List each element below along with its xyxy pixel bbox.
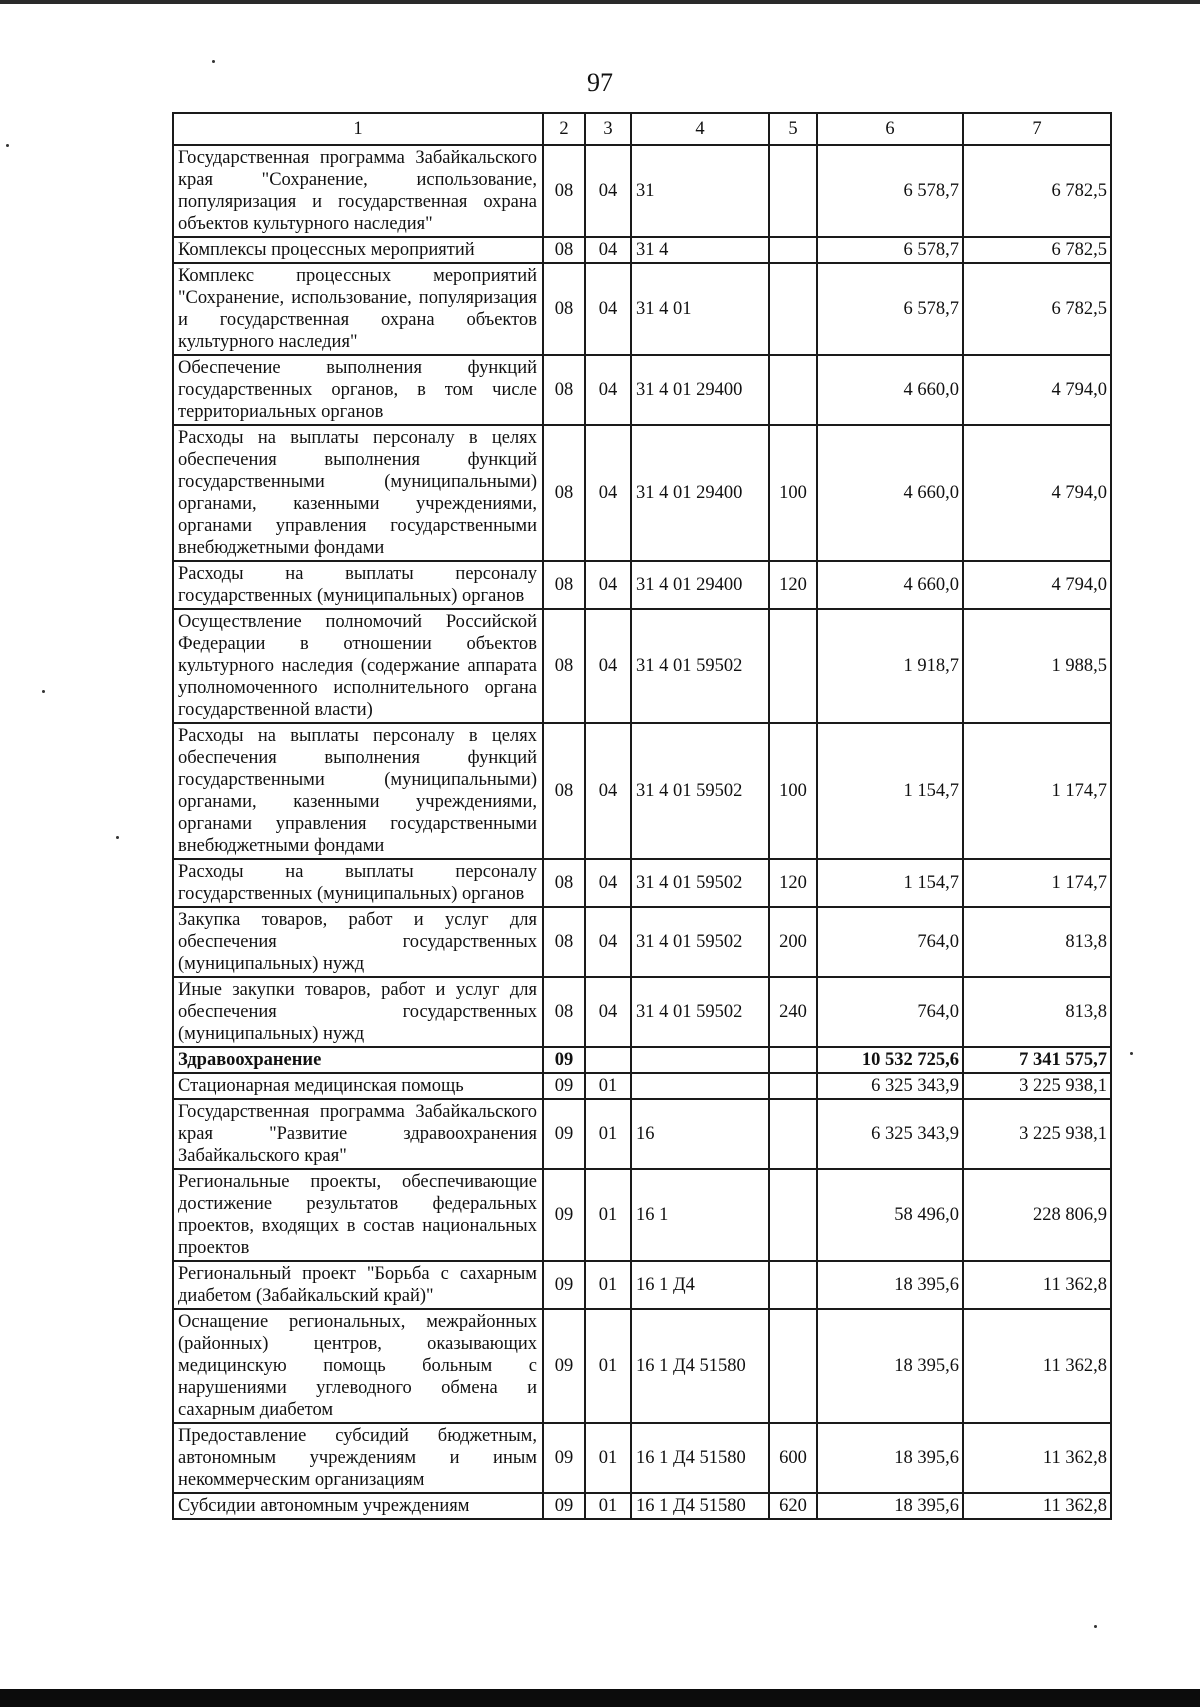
row-description: Региональный проект "Борьба с сахарным диабетом (Забайкальский край)" xyxy=(173,1261,543,1309)
expense-type-code xyxy=(769,1047,817,1073)
section-code: 09 xyxy=(543,1309,585,1423)
table-header-row xyxy=(173,113,1111,145)
table-row xyxy=(173,425,1111,561)
amount-col-6: 4 660,0 xyxy=(817,425,963,561)
amount-col-7: 4 794,0 xyxy=(963,425,1111,561)
amount-col-7: 6 782,5 xyxy=(963,263,1111,355)
amount-col-6: 6 325 343,9 xyxy=(817,1073,963,1099)
table-row xyxy=(173,263,1111,355)
table-row xyxy=(173,1073,1111,1099)
amount-col-6: 58 496,0 xyxy=(817,1169,963,1261)
section-code: 08 xyxy=(543,561,585,609)
table-row xyxy=(173,609,1111,723)
section-code: 09 xyxy=(543,1047,585,1073)
row-description: Стационарная медицинская помощь xyxy=(173,1073,543,1099)
row-description: Расходы на выплаты персоналу в целях обеспечения выполнения функций государственными (муниципальными) органами, казенными учреждениями, органами управления государственными внебюджетными фондами xyxy=(173,425,543,561)
target-article-code: 16 1 Д4 51580 xyxy=(631,1309,769,1423)
target-article-code: 31 4 xyxy=(631,237,769,263)
subsection-code: 04 xyxy=(585,237,631,263)
expense-type-code xyxy=(769,1169,817,1261)
column-header: 2 xyxy=(543,113,585,145)
amount-col-7: 6 782,5 xyxy=(963,145,1111,237)
section-code: 09 xyxy=(543,1493,585,1519)
amount-col-7: 11 362,8 xyxy=(963,1423,1111,1493)
subsection-code: 01 xyxy=(585,1169,631,1261)
section-code: 08 xyxy=(543,859,585,907)
expense-type-code xyxy=(769,609,817,723)
row-description: Государственная программа Забайкальского края "Развитие здравоохранения Забайкальского края" xyxy=(173,1099,543,1169)
target-article-code: 31 4 01 59502 xyxy=(631,977,769,1047)
amount-col-6: 764,0 xyxy=(817,977,963,1047)
row-description: Субсидии автономным учреждениям xyxy=(173,1493,543,1519)
scan-speck xyxy=(212,60,215,63)
scan-edge-top xyxy=(0,0,1200,4)
page-number: 97 xyxy=(587,68,613,97)
row-description: Здравоохранение xyxy=(173,1047,543,1073)
amount-col-7: 6 782,5 xyxy=(963,237,1111,263)
row-description: Государственная программа Забайкальского края "Сохранение, использование, популяризация и государственная охрана объектов культурного наследия" xyxy=(173,145,543,237)
subsection-code: 01 xyxy=(585,1493,631,1519)
table-row xyxy=(173,1309,1111,1423)
table-row xyxy=(173,907,1111,977)
section-code: 08 xyxy=(543,977,585,1047)
section-code: 09 xyxy=(543,1423,585,1493)
row-description: Расходы на выплаты персоналу государственных (муниципальных) органов xyxy=(173,859,543,907)
expense-type-code: 600 xyxy=(769,1423,817,1493)
amount-col-6: 1 918,7 xyxy=(817,609,963,723)
amount-col-6: 10 532 725,6 xyxy=(817,1047,963,1073)
amount-col-7: 7 341 575,7 xyxy=(963,1047,1111,1073)
expense-type-code: 120 xyxy=(769,859,817,907)
row-description: Оснащение региональных, межрайонных (районных) центров, оказывающих медицинскую помощь больным с нарушениями углеводного обмена и сахарным диабетом xyxy=(173,1309,543,1423)
expense-type-code: 120 xyxy=(769,561,817,609)
subsection-code: 04 xyxy=(585,425,631,561)
expense-type-code xyxy=(769,1309,817,1423)
amount-col-6: 18 395,6 xyxy=(817,1493,963,1519)
expense-type-code xyxy=(769,1099,817,1169)
subsection-code: 01 xyxy=(585,1309,631,1423)
scan-speck xyxy=(116,836,119,839)
table-row xyxy=(173,1261,1111,1309)
subsection-code: 04 xyxy=(585,723,631,859)
target-article-code xyxy=(631,1047,769,1073)
row-description: Комплекс процессных мероприятий "Сохранение, использование, популяризация и государственная охрана объектов культурного наследия" xyxy=(173,263,543,355)
table-row xyxy=(173,977,1111,1047)
table-row xyxy=(173,1493,1111,1519)
table-row xyxy=(173,859,1111,907)
expense-type-code: 620 xyxy=(769,1493,817,1519)
target-article-code: 31 4 01 59502 xyxy=(631,723,769,859)
amount-col-7: 11 362,8 xyxy=(963,1309,1111,1423)
amount-col-7: 1 174,7 xyxy=(963,859,1111,907)
amount-col-7: 228 806,9 xyxy=(963,1169,1111,1261)
amount-col-6: 18 395,6 xyxy=(817,1261,963,1309)
amount-col-7: 11 362,8 xyxy=(963,1493,1111,1519)
target-article-code: 31 4 01 59502 xyxy=(631,907,769,977)
expense-type-code xyxy=(769,263,817,355)
column-header: 3 xyxy=(585,113,631,145)
table-row xyxy=(173,1047,1111,1073)
scan-speck xyxy=(1094,1625,1097,1628)
scan-speck xyxy=(42,690,45,693)
expense-type-code: 240 xyxy=(769,977,817,1047)
amount-col-7: 11 362,8 xyxy=(963,1261,1111,1309)
amount-col-7: 1 174,7 xyxy=(963,723,1111,859)
target-article-code: 16 1 Д4 51580 xyxy=(631,1423,769,1493)
table-row xyxy=(173,1099,1111,1169)
table-row xyxy=(173,1169,1111,1261)
section-code: 08 xyxy=(543,907,585,977)
amount-col-6: 18 395,6 xyxy=(817,1423,963,1493)
column-header: 5 xyxy=(769,113,817,145)
section-code: 08 xyxy=(543,263,585,355)
subsection-code: 01 xyxy=(585,1073,631,1099)
expense-type-code: 100 xyxy=(769,425,817,561)
row-description: Закупка товаров, работ и услуг для обеспечения государственных (муниципальных) нужд xyxy=(173,907,543,977)
expense-type-code: 200 xyxy=(769,907,817,977)
scan-edge-bottom xyxy=(0,1689,1200,1707)
target-article-code: 31 4 01 59502 xyxy=(631,609,769,723)
target-article-code: 16 1 Д4 51580 xyxy=(631,1493,769,1519)
row-description: Предоставление субсидий бюджетным, автономным учреждениям и иным некоммерческим организациям xyxy=(173,1423,543,1493)
row-description: Расходы на выплаты персоналу в целях обеспечения выполнения функций государственными (муниципальными) органами, казенными учреждениями, органами управления государственными внебюджетными фондами xyxy=(173,723,543,859)
amount-col-6: 6 578,7 xyxy=(817,237,963,263)
row-description: Расходы на выплаты персоналу государственных (муниципальных) органов xyxy=(173,561,543,609)
amount-col-6: 18 395,6 xyxy=(817,1309,963,1423)
amount-col-6: 1 154,7 xyxy=(817,859,963,907)
table-row xyxy=(173,723,1111,859)
subsection-code: 04 xyxy=(585,907,631,977)
expense-type-code xyxy=(769,355,817,425)
amount-col-6: 764,0 xyxy=(817,907,963,977)
amount-col-7: 813,8 xyxy=(963,907,1111,977)
table-row xyxy=(173,355,1111,425)
section-code: 09 xyxy=(543,1169,585,1261)
row-description: Комплексы процессных мероприятий xyxy=(173,237,543,263)
expense-type-code xyxy=(769,237,817,263)
subsection-code xyxy=(585,1047,631,1073)
amount-col-7: 3 225 938,1 xyxy=(963,1099,1111,1169)
table-row xyxy=(173,561,1111,609)
amount-col-6: 4 660,0 xyxy=(817,561,963,609)
target-article-code: 31 4 01 29400 xyxy=(631,561,769,609)
amount-col-6: 6 578,7 xyxy=(817,263,963,355)
target-article-code: 16 1 xyxy=(631,1169,769,1261)
target-article-code: 31 4 01 29400 xyxy=(631,425,769,561)
target-article-code: 31 4 01 59502 xyxy=(631,859,769,907)
section-code: 08 xyxy=(543,145,585,237)
section-code: 09 xyxy=(543,1099,585,1169)
amount-col-7: 813,8 xyxy=(963,977,1111,1047)
section-code: 09 xyxy=(543,1073,585,1099)
table-row xyxy=(173,1423,1111,1493)
target-article-code: 31 4 01 29400 xyxy=(631,355,769,425)
expense-type-code xyxy=(769,1261,817,1309)
column-header: 4 xyxy=(631,113,769,145)
amount-col-6: 6 325 343,9 xyxy=(817,1099,963,1169)
row-description: Обеспечение выполнения функций государственных органов, в том числе территориальных органов xyxy=(173,355,543,425)
amount-col-7: 1 988,5 xyxy=(963,609,1111,723)
section-code: 08 xyxy=(543,237,585,263)
subsection-code: 04 xyxy=(585,145,631,237)
target-article-code: 16 1 Д4 xyxy=(631,1261,769,1309)
target-article-code: 31 xyxy=(631,145,769,237)
amount-col-6: 6 578,7 xyxy=(817,145,963,237)
table-row xyxy=(173,237,1111,263)
section-code: 08 xyxy=(543,609,585,723)
subsection-code: 04 xyxy=(585,977,631,1047)
expense-type-code xyxy=(769,1073,817,1099)
subsection-code: 04 xyxy=(585,859,631,907)
expense-type-code: 100 xyxy=(769,723,817,859)
amount-col-7: 3 225 938,1 xyxy=(963,1073,1111,1099)
amount-col-6: 1 154,7 xyxy=(817,723,963,859)
row-description: Региональные проекты, обеспечивающие достижение результатов федеральных проектов, входящих в состав национальных проектов xyxy=(173,1169,543,1261)
row-description: Осуществление полномочий Российской Федерации в отношении объектов культурного наследия (содержание аппарата уполномоченного исполнительного органа государственной власти) xyxy=(173,609,543,723)
column-header: 1 xyxy=(173,113,543,145)
subsection-code: 04 xyxy=(585,355,631,425)
scan-speck xyxy=(1130,1052,1133,1055)
amount-col-7: 4 794,0 xyxy=(963,355,1111,425)
subsection-code: 01 xyxy=(585,1423,631,1493)
column-header: 7 xyxy=(963,113,1111,145)
subsection-code: 04 xyxy=(585,263,631,355)
budget-table xyxy=(172,112,1112,1520)
table-row xyxy=(173,145,1111,237)
section-code: 08 xyxy=(543,425,585,561)
target-article-code: 16 xyxy=(631,1099,769,1169)
column-header: 6 xyxy=(817,113,963,145)
row-description: Иные закупки товаров, работ и услуг для обеспечения государственных (муниципальных) нужд xyxy=(173,977,543,1047)
target-article-code: 31 4 01 xyxy=(631,263,769,355)
amount-col-7: 4 794,0 xyxy=(963,561,1111,609)
section-code: 08 xyxy=(543,355,585,425)
subsection-code: 01 xyxy=(585,1099,631,1169)
section-code: 08 xyxy=(543,723,585,859)
section-code: 09 xyxy=(543,1261,585,1309)
expense-type-code xyxy=(769,145,817,237)
subsection-code: 04 xyxy=(585,561,631,609)
subsection-code: 01 xyxy=(585,1261,631,1309)
amount-col-6: 4 660,0 xyxy=(817,355,963,425)
scan-speck xyxy=(6,144,9,147)
target-article-code xyxy=(631,1073,769,1099)
subsection-code: 04 xyxy=(585,609,631,723)
